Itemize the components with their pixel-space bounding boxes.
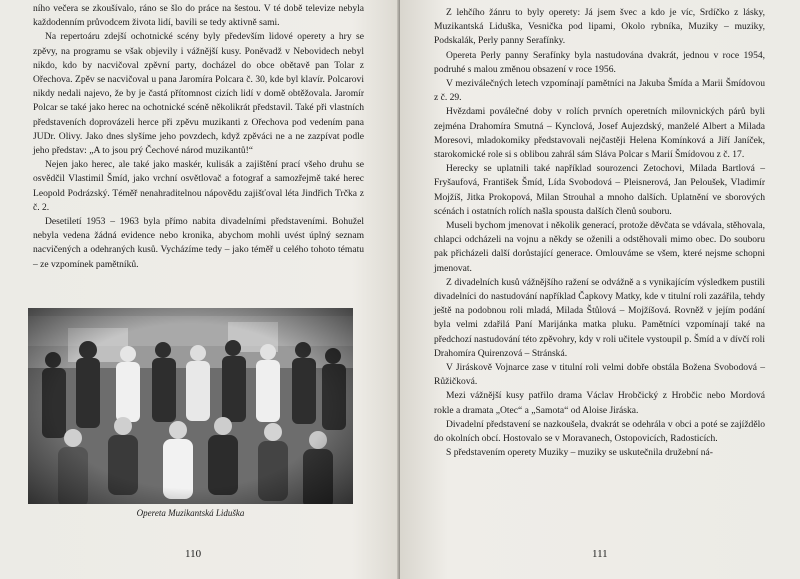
page-number: 110 — [185, 548, 202, 560]
paragraph: Desetiletí 1953 – 1963 byla přímo nabita divadelními představeními. Bohužel nebyla vedena žádná evidence nebo kronika, abychom mohli uvést úplný seznam nacvičených a odehraných kusů. Vycházíme tedy – jako téměř u celého tohoto tématu – ze vzpomínek pamětníků. — [33, 216, 364, 270]
paragraph: Mezi vážnější kusy patřilo drama Václav Hrobčický z Hrobčic nebo Mordová rokle a dramata „Otec“ a „Samota“ od Aloise Jiráska. — [434, 390, 765, 416]
paragraph: Divadelní představení se nazkoušela, dvakrát se odehrála v obci a poté se zajíždělo do okolních obcí. Hostovalo se v Moravanech, Ostopovicích, Radosticích. — [434, 418, 765, 445]
paragraph: Z divadelních kusů vážnějšího ražení se odvážně a s vynikajícím výsledkem pustili divadelníci do nastudování například Čapkovy Matky, kde v titulní roli zazářila, tehdy ještě na podobnou roli mladá, Milada Štůlová – Mojžíšová. Rovněž v jejím podání byla velmi zdařilá Paní Marijánka matka pluku. Pamětníci vzpomínají také na předchozí nastudování této zpěvohry, kdy v roli učitele vystoupil p. Šmíd a v dívčí roli Drahomíra Quirenzová – Stránská. — [434, 276, 765, 359]
paragraph: Nejen jako herec, ale také jako maskér, kulisák a zajištění prací všeho druhu se osvědčil Vlastimil Šmíd, jako vrchní osvětlovač a fotograf a samozřejmě také herec Leopold Podrázský. Téměř nenahraditelnou nápovědu zajišťoval léta Jindřich Trčka z č. 2. — [33, 159, 364, 213]
paragraph: Na repertoáru zdejší ochotnické scény byly především lidové operety a hry se zpěvy, na programu se však objevily i vážnější kusy. Poněvadž v Nebovidech nebyl nikdo, kdo by nacvičoval zpěvní party, docházel do obce obětavě pan Tolar z Ořechova. Zpěv se nacvičoval u pana Jaromíra Polcara č. 30, kde byl klavír. Polcarovi nikdy nedali najevo, že by je častá přítomnost cizích lidí v domě obtěžovala. Jaromír Polcar se také jako herec na ochotnické scéně několikrát představil. Také při vlastních představeních doprovázeli herce při zpěvu muzikanti z Ořechova pod vedením pana JUDr. Olivy. Jako dnes slyšíme jeho povzdech, když zpěváci ne a ne zazpívat podle jeho představ: „A to jsou prý Čechové národ muzikantů!“ — [33, 31, 364, 157]
paragraph: Museli bychom jmenovat i několik generací, protože děvčata se vdávala, stěhovala, chlapci odcházeli na vojnu a někdy se oženili a odstěhovali mimo obec. Do souboru pak přicházeli další dorůstající generace. Omlouváme se všem, které nejsme schopni jmenovat. — [434, 220, 765, 274]
page-number: 111 — [592, 548, 608, 560]
right-page — [400, 0, 800, 579]
paragraph: S představením operety Muziky – muziky se uskutečnila družební ná- — [446, 447, 713, 459]
paragraph: Opereta Perly panny Serafínky byla nastudována dvakrát, jednou v roce 1954, podruhé s malou změnou obsazení v roce 1956. — [434, 49, 765, 75]
left-text-column — [33, 2, 364, 272]
paragraph: ního večera se zkoušívalo, ráno se šlo do práce na šestou. V té době televize nebyla každodenním průvodcem života lidí, bavili se tedy aktivně sami. — [33, 3, 364, 29]
paragraph: V meziválečných letech vzpomínají pamětníci na Jakuba Šmída a Marii Šmídovou z č. 29. — [434, 78, 765, 104]
photo-caption: Opereta Muzikantská Liduška — [136, 508, 245, 518]
paragraph: Herecky se uplatnili také například sourozenci Zetochovi, Milada Bartlová – Fryšaufová, František Šmíd, Lída Svobodová – Pleisnerová, Jan Peloušek, Vladimír Mojžíš, Jitka Prokopová, Milan Strouhal a mnoho dalších. Uplatnění ve sborových scénách i ostatních rolích našla spousta dalších členů souboru. — [434, 163, 765, 217]
paragraph: Z lehčího žánru to byly operety: Já jsem švec a kdo je víc, Srdíčko z lásky, Muzikantská Liduška, Vesnička pod lipami, Okolo rybníka, Muziky – muziky, Podskalák, Perly panny Serafínky. — [434, 7, 765, 47]
right-text-column — [434, 6, 765, 461]
paragraph: Hvězdami poválečné doby v rolích prvních operetních milovnických párů byli zejména Drahomíra Smutná – Kynclová, Josef Aujezdský, manželé Albert a Milada Moresovi, mladokomiky představovali nejčastěji Helena Komínková a Jiří Janíček, starokomické role si s oblibou zahrál sám Sláva Polcar s Marií Šmídovou z č. 17. — [434, 106, 765, 161]
photo-image — [28, 308, 353, 504]
group-photo — [28, 308, 353, 504]
paragraph: V Jiráskově Vojnarce zase v titulní roli velmi dobře obstála Božena Svobodová – Růžičková. — [434, 362, 765, 388]
